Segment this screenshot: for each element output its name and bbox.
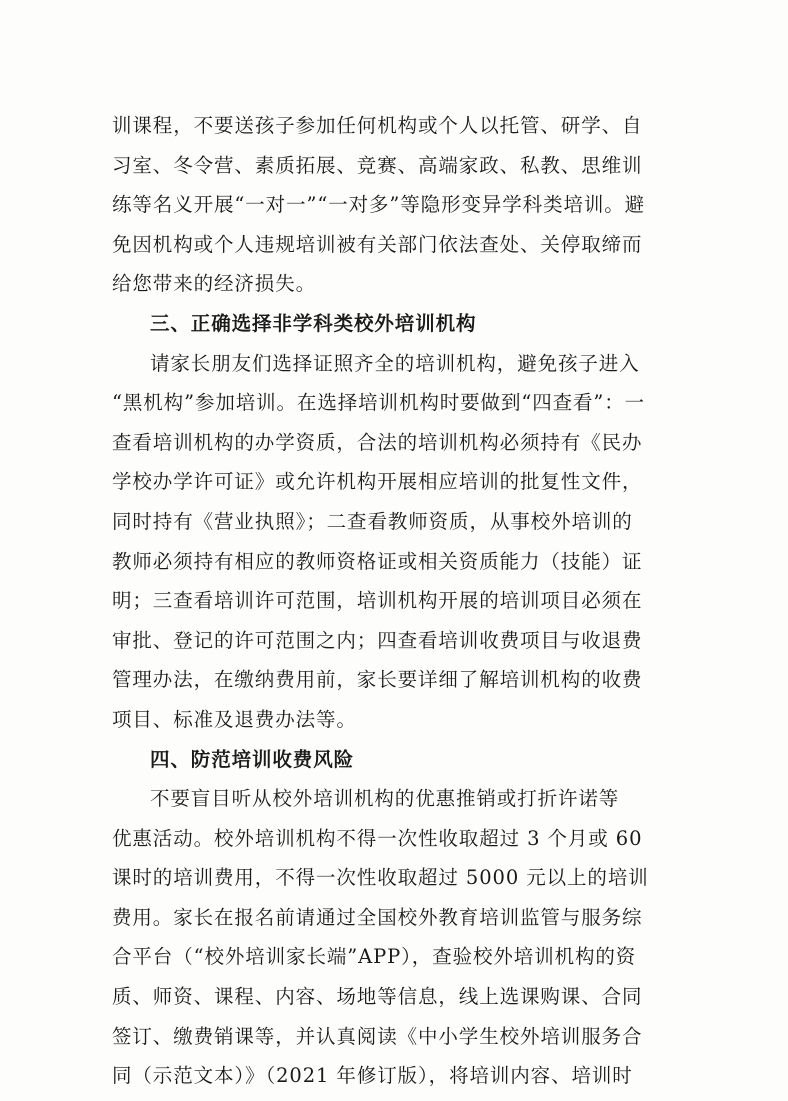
body-line: 教师必须持有相应的教师资格证或相关资质能力（技能）证	[112, 549, 643, 573]
body-line: 练等名义开展“一对一”“一对多”等隐形变异学科类培训。避	[112, 193, 646, 217]
body-line: 审批、登记的许可范围之内；四查看培训收费项目与收退费	[112, 628, 643, 652]
document-body	[112, 106, 677, 1096]
body-line: 查看培训机构的办学资质，合法的培训机构必须持有《民办	[112, 430, 643, 454]
body-line: 学校办学许可证》或允许机构开展相应培训的批复性文件，	[112, 470, 643, 494]
body-line: 给您带来的经济损失。	[112, 272, 317, 296]
paragraph-first-line: 不要盲目听从校外培训机构的优惠推销或打折许诺等	[150, 787, 620, 811]
body-line: 合平台（“校外培训家长端”APP），查验校外培训机构的资	[112, 945, 637, 969]
body-line: 同时持有《营业执照》；二查看教师资质，从事校外培训的	[112, 509, 633, 533]
body-line: 同（示范文本）》（2021 年修订版），将培训内容、培训时	[112, 1064, 633, 1088]
body-line: 免因机构或个人违规培训被有关部门依法查处、关停取缔而	[112, 232, 643, 256]
paragraph-first-line: 请家长朋友们选择证照齐全的培训机构，避免孩子进入	[150, 351, 640, 375]
body-line: 课时的培训费用，不得一次性收取超过 5000 元以上的培训	[112, 866, 649, 890]
section-heading: 三、正确选择非学科类校外培训机构	[150, 311, 477, 335]
body-line: 优惠活动。校外培训机构不得一次性收取超过 3 个月或 60	[112, 826, 643, 850]
body-line: 训课程，不要送孩子参加任何机构或个人以托管、研学、自	[112, 114, 643, 137]
body-line: 质、师资、课程、内容、场地等信息，线上选课购课、合同	[112, 985, 643, 1009]
body-line: 费用。家长在报名前请通过全国校外教育培训监管与服务综	[112, 905, 643, 929]
body-line: 管理办法，在缴纳费用前，家长要详细了解培训机构的收费	[112, 668, 643, 692]
body-line: 签订、缴费销课等，并认真阅读《中小学生校外培训服务合	[112, 1024, 643, 1048]
body-line: “黑机构”参加培训。在选择培训机构时要做到“四查看”：一	[112, 391, 646, 415]
body-line: 明；三查看培训许可范围，培训机构开展的培训项目必须在	[112, 589, 643, 613]
section-heading: 四、防范培训收费风险	[150, 747, 355, 771]
body-line: 项目、标准及退费办法等。	[112, 707, 357, 731]
body-line: 习室、冬令营、素质拓展、竞赛、高端家政、私教、思维训	[112, 153, 643, 177]
